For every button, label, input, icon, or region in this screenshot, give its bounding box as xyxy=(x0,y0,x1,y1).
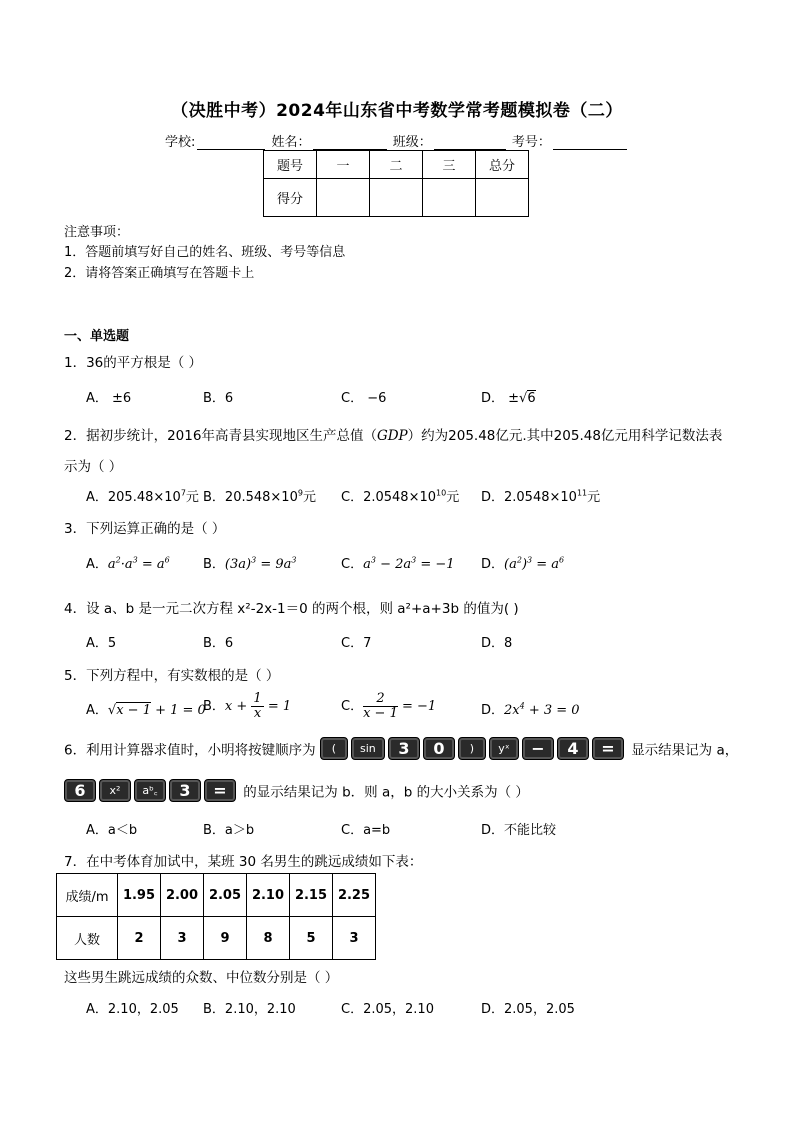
calc-key-square: x² xyxy=(99,779,131,802)
note-item: 1．答题前填写好自己的姓名、班级、考号等信息 xyxy=(64,245,346,260)
q5-option-d xyxy=(481,699,580,718)
q2-option-a xyxy=(86,486,199,505)
note-item: 2．请将答案正确填写在答题卡上 xyxy=(64,266,255,281)
q5-option-a xyxy=(86,699,206,718)
q2-a-text: A．205.48×10 xyxy=(86,490,181,505)
calc-key-0: 0 xyxy=(423,737,455,760)
q2-option-c xyxy=(341,486,459,505)
table-cell: 3 xyxy=(161,917,204,960)
question-4-stem: 4．设 a、b 是一元二次方程 x²-2x-1＝0 的两个根，则 a²+a+3b 的值为( ) xyxy=(64,601,519,617)
q2-d-text: D．2.0548×10 xyxy=(481,490,577,505)
q5-b-label: B． xyxy=(203,699,225,714)
q5-option-b xyxy=(203,692,291,721)
table-cell: 5 xyxy=(290,917,333,960)
number-blank xyxy=(553,136,627,150)
q3-a-label: A． xyxy=(86,557,108,572)
score-cell[interactable] xyxy=(370,179,423,217)
table-cell: 2.25 xyxy=(333,874,376,917)
q2-option-d xyxy=(481,486,600,505)
q3-d-formula: $(a^2)^3 = a^6$ xyxy=(504,555,565,572)
q3-option-c xyxy=(341,553,455,572)
q1-d-label: D． ± xyxy=(481,391,520,406)
q4-option-c: C．7 xyxy=(341,636,372,651)
score-header-cell: 总分 xyxy=(476,151,529,179)
calc-key-rparen: ) xyxy=(458,737,486,760)
table-cell: 2.00 xyxy=(161,874,204,917)
q4-option-b: B．6 xyxy=(203,636,234,651)
score-cell[interactable] xyxy=(476,179,529,217)
q3-option-b xyxy=(203,553,296,572)
score-cell[interactable] xyxy=(423,179,476,217)
score-table xyxy=(263,150,529,217)
score-header-cell: 一 xyxy=(317,151,370,179)
q2-stem-part: ）约为205.48亿元.其中205.48亿元用科学记数法表 xyxy=(407,428,723,444)
q3-option-a xyxy=(86,553,170,572)
question-5-stem: 5．下列方程中，有实数根的是（ ） xyxy=(64,668,280,684)
calc-key-4: 4 xyxy=(557,737,589,760)
q2-b-text: B．20.548×10 xyxy=(203,490,298,505)
q2-c-exp: 10 xyxy=(436,488,447,498)
calc-key-lparen: ( xyxy=(320,737,348,760)
table-row-label: 成绩/m xyxy=(57,874,118,917)
calc-key-equals: = xyxy=(592,737,624,760)
jump-score-table xyxy=(56,873,376,960)
q6-option-a: A．a＜b xyxy=(86,823,138,838)
q1-d-radicand: 6 xyxy=(527,391,536,406)
q3-c-label: C． xyxy=(341,557,364,572)
table-row-label: 人数 xyxy=(57,917,118,960)
calc-key-minus: − xyxy=(522,737,554,760)
q2-a-exp: 7 xyxy=(180,488,186,498)
q4-option-d: D．8 xyxy=(481,636,513,651)
score-header-cell: 题号 xyxy=(264,151,317,179)
q7-option-b: B．2.10，2.10 xyxy=(203,1002,296,1017)
q3-option-d xyxy=(481,553,564,572)
question-6-stem xyxy=(64,737,738,760)
q2-unit: 元 xyxy=(302,490,316,505)
name-blank xyxy=(313,136,387,150)
q5-option-c xyxy=(341,692,436,721)
q2-stem-part: 2．据初步统计，2016年高青县实现地区生产总值（ xyxy=(64,428,377,444)
q2-unit: 元 xyxy=(185,490,199,505)
score-cell[interactable] xyxy=(317,179,370,217)
q5-c-formula: $\frac{2}{x - 1}$ = −1 xyxy=(363,691,437,721)
question-7-stem: 7．在中考体育加试中，某班 30 名男生的跳远成绩如下表： xyxy=(64,854,423,870)
q2-unit: 元 xyxy=(446,490,460,505)
calc-key-sin: sin xyxy=(351,737,385,760)
notes-heading: 注意事项： xyxy=(64,225,130,240)
question-1-stem: 1．36的平方根是（ ） xyxy=(64,355,203,371)
score-row-label: 得分 xyxy=(264,179,317,217)
q6-stem-part: 显示结果记为 a， xyxy=(631,742,739,759)
section-heading: 一、单选题 xyxy=(64,329,130,344)
table-cell: 1.95 xyxy=(118,874,161,917)
q5-b-formula: x + $\frac{1}{x}$ = 1 xyxy=(224,691,292,721)
q2-option-b xyxy=(203,486,316,505)
class-label: 班级： xyxy=(392,135,432,150)
q3-b-label: B． xyxy=(203,557,225,572)
student-info-line xyxy=(165,131,629,150)
q3-b-formula: $(3a)^3 = 9a^3$ xyxy=(224,555,297,572)
q1-option-c: C． −6 xyxy=(341,391,387,406)
question-3-stem: 3．下列运算正确的是（ ） xyxy=(64,521,226,537)
q3-a-formula: $a^2\cdot a^3 = a^6$ xyxy=(107,555,170,572)
q1-option-a: A． ±6 xyxy=(86,391,132,406)
q4-option-a: A．5 xyxy=(86,636,117,651)
school-blank xyxy=(197,136,265,150)
q6-stem-part: 6．利用计算器求值时，小明将按键顺序为 xyxy=(64,742,316,759)
q1-option-d xyxy=(481,387,536,406)
q5-a-label: A． xyxy=(86,703,108,718)
number-label: 考号： xyxy=(511,135,551,150)
sqrt-sign-icon: √ xyxy=(519,391,528,406)
name-label: 姓名： xyxy=(271,135,311,150)
calc-key-3: 3 xyxy=(169,779,201,802)
calc-key-fraction: aᵇ꜀ xyxy=(134,779,166,802)
q2-d-exp: 11 xyxy=(576,488,588,498)
question-6-stem-cont xyxy=(64,779,529,802)
q6-stem-part: 的显示结果记为 b．则 a，b 的大小关系为（ ） xyxy=(243,784,529,801)
table-cell: 9 xyxy=(204,917,247,960)
q5-d-label: D． xyxy=(481,703,505,718)
score-header-cell: 二 xyxy=(370,151,423,179)
q6-option-d: D．不能比较 xyxy=(481,823,557,838)
q6-option-b: B．a＞b xyxy=(203,823,255,838)
q2-b-exp: 9 xyxy=(297,488,303,498)
question-7-followup: 这些男生跳远成绩的众数、中位数分别是（ ） xyxy=(64,970,339,986)
q7-option-c: C．2.05，2.10 xyxy=(341,1002,434,1017)
calc-key-6: 6 xyxy=(64,779,96,802)
table-cell: 2 xyxy=(118,917,161,960)
q5-a-formula: √x − 1 + 1 = 0 xyxy=(107,703,206,718)
table-cell: 2.15 xyxy=(290,874,333,917)
page-title: （决胜中考）2024年山东省中考数学常考题模拟卷（二） xyxy=(171,101,623,121)
q3-c-formula: $a^3 - 2a^3 = -1$ xyxy=(363,555,455,572)
q5-c-label: C． xyxy=(341,699,364,714)
question-2-stem xyxy=(64,424,722,444)
calc-key-3: 3 xyxy=(388,737,420,760)
score-header-cell: 三 xyxy=(423,151,476,179)
q7-option-d: D．2.05，2.05 xyxy=(481,1002,575,1017)
q1-option-b: B．6 xyxy=(203,391,234,406)
table-cell: 8 xyxy=(247,917,290,960)
table-cell: 2.05 xyxy=(204,874,247,917)
q2-gdp: GDP xyxy=(376,428,408,444)
q2-unit: 元 xyxy=(587,490,601,505)
calc-key-power: yˣ xyxy=(489,737,519,760)
q5-d-formula: $2x^4 + 3 = 0$ xyxy=(504,701,580,718)
q6-option-c: C．a=b xyxy=(341,823,391,838)
table-cell: 3 xyxy=(333,917,376,960)
table-cell: 2.10 xyxy=(247,874,290,917)
question-2-stem-cont: 示为（ ） xyxy=(64,459,123,475)
school-label: 学校: xyxy=(165,135,196,150)
q2-c-text: C．2.0548×10 xyxy=(341,490,436,505)
calc-key-equals: = xyxy=(204,779,236,802)
q3-d-label: D． xyxy=(481,557,505,572)
q7-option-a: A．2.10，2.05 xyxy=(86,1002,179,1017)
class-blank xyxy=(434,136,506,150)
